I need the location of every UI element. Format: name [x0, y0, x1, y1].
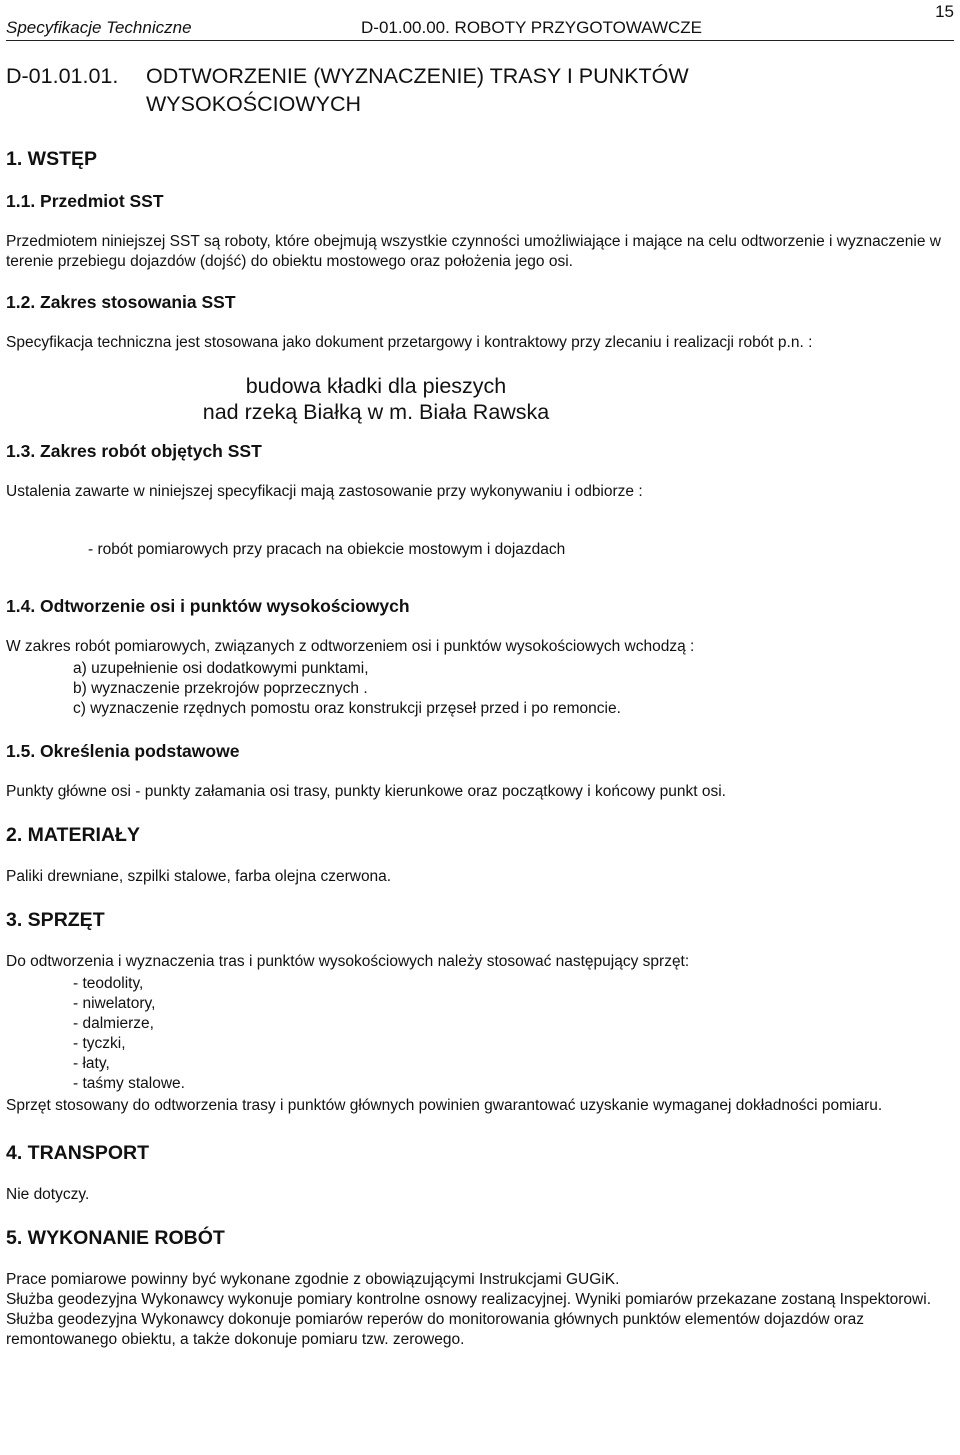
header-center: D-01.00.00. ROBOTY PRZYGOTOWAWCZE: [361, 18, 703, 37]
list-item: b) wyznaczenie przekrojów poprzecznych .: [73, 680, 368, 697]
list-item: - niwelatory,: [73, 995, 156, 1012]
section-4-text: Nie dotyczy.: [6, 1186, 90, 1203]
project-line1: budowa kładki dla pieszych: [245, 374, 507, 398]
title-code: D-01.01.01.: [6, 64, 119, 88]
project-line2: nad rzeką Białką w m. Biała Rawska: [202, 400, 550, 424]
section-1-1-text: Przedmiotem niniejszej SST są roboty, które obejmują wszystkie czynności umożliwiające i mające na celu odtworzenie i wyznaczenie w terenie przebiegu dojazdów (dojść) do obiektu mostowego oraz położenia jego osi.: [6, 233, 941, 270]
title-line2: WYSOKOŚCIOWYCH: [146, 92, 362, 116]
section-2-text: Paliki drewniane, szpilki stalowe, farba olejna czerwona.: [6, 868, 392, 885]
document-title: [6, 62, 950, 118]
section-1-5-heading: 1.5. Określenia podstawowe: [6, 741, 240, 761]
section-5-p3: Służba geodezyjna Wykonawcy dokonuje pomiarów reperów do monitorowania głównych punktów elementów dojazdów oraz remontowanego obiektu, a także dokonuje pomiaru tzw. zerowego.: [6, 1311, 865, 1348]
section-5-p1: Prace pomiarowe powinny być wykonane zgodnie z obowiązującymi Instrukcjami GUGiK.: [6, 1271, 620, 1288]
list-item: - tyczki,: [73, 1035, 126, 1052]
title-line1: ODTWORZENIE (WYZNACZENIE) TRASY I PUNKTÓW: [146, 64, 689, 88]
section-1-5-text: Punkty główne osi - punkty załamania osi trasy, punkty kierunkowe oraz początkowy i końcowy punkt osi.: [6, 783, 726, 800]
section-1-2-text: Specyfikacja techniczna jest stosowana jako dokument przetargowy i kontraktowy przy zlecaniu i realizacji robót p.n. :: [6, 334, 813, 351]
section-1-3-text: Ustalenia zawarte w niniejszej specyfikacji mają zastosowanie przy wykonywaniu i odbiorze :: [6, 483, 643, 500]
section-1-1-heading: 1.1. Przedmiot SST: [6, 191, 164, 211]
list-item: - łaty,: [73, 1055, 110, 1072]
page-header: [6, 18, 954, 41]
list-item: a) uzupełnienie osi dodatkowymi punktami,: [73, 660, 369, 677]
section-3-heading: 3. SPRZĘT: [6, 909, 105, 931]
section-3-after: Sprzęt stosowany do odtworzenia trasy i punktów głównych powinien gwarantować uzyskanie wymaganej dokładności pomiaru.: [6, 1097, 883, 1114]
list-item: - dalmierze,: [73, 1015, 154, 1032]
project-name: [106, 373, 646, 425]
section-1-heading: 1. WSTĘP: [6, 148, 98, 170]
section-4-heading: 4. TRANSPORT: [6, 1142, 150, 1164]
section-5-heading: 5. WYKONANIE ROBÓT: [6, 1227, 225, 1249]
section-1-4-heading: 1.4. Odtworzenie osi i punktów wysokościowych: [6, 596, 410, 616]
document-body: [6, 62, 950, 1350]
page-number: 15: [935, 2, 954, 21]
list-item: - taśmy stalowe.: [73, 1075, 185, 1092]
section-1-3-item: - robót pomiarowych przy pracach na obiekcie mostowym i dojazdach: [88, 541, 566, 558]
section-2-heading: 2. MATERIAŁY: [6, 824, 140, 846]
section-3-text: Do odtworzenia i wyznaczenia tras i punktów wysokościowych należy stosować następujący sprzęt:: [6, 953, 690, 970]
list-item: c) wyznaczenie rzędnych pomostu oraz konstrukcji przęseł przed i po remoncie.: [73, 700, 621, 717]
section-1-4-list: [6, 659, 950, 719]
list-item: - teodolity,: [73, 975, 144, 992]
section-3-list: [6, 974, 950, 1094]
section-5-p2: Służba geodezyjna Wykonawcy wykonuje pomiary kontrolne osnowy realizacyjnej. Wyniki pomiarów przekazane zostaną Inspektorowi.: [6, 1291, 931, 1308]
section-1-4-text: W zakres robót pomiarowych, związanych z odtworzeniem osi i punktów wysokościowych wchodzą :: [6, 638, 695, 655]
header-left: Specyfikacje Techniczne: [6, 18, 192, 37]
section-1-3-heading: 1.3. Zakres robót objętych SST: [6, 441, 262, 461]
section-1-2-heading: 1.2. Zakres stosowania SST: [6, 292, 236, 312]
